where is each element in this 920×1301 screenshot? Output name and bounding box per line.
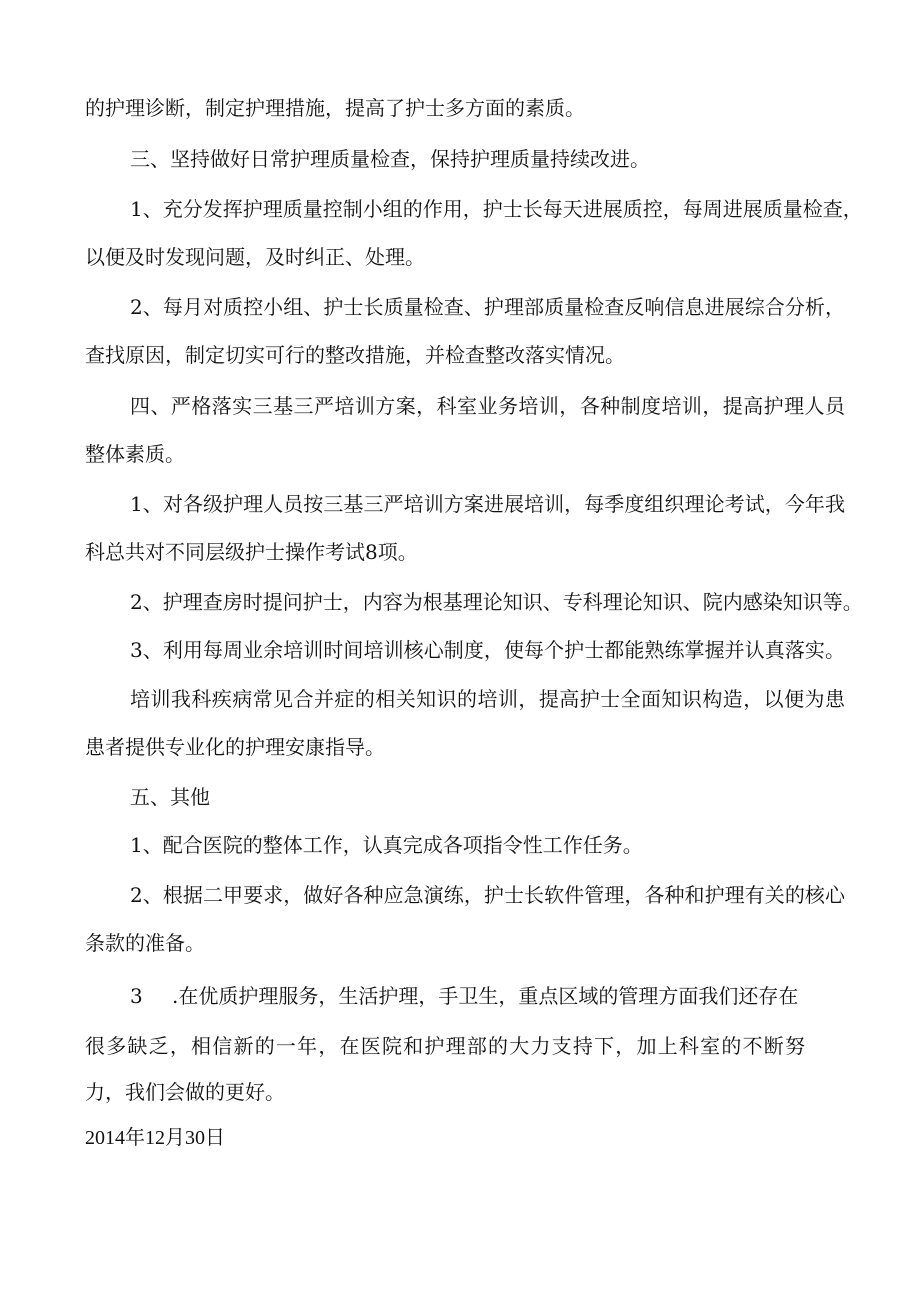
document-date: 2014年12月30日 bbox=[85, 1127, 225, 1149]
paragraph-line: 整体素质。 bbox=[85, 442, 185, 466]
item-text: .在优质护理服务，生活护理，手卫生，重点区域的管理方面我们还存在 bbox=[172, 984, 799, 1008]
section-heading-4: 四、严格落实三基三严培训方案，科室业务培训，各种制度培训，提高护理人员 bbox=[130, 394, 845, 418]
paragraph-line: 2、护理查房时提问护士，内容为根基理论知识、专科理论知识、院内感染知识等。 bbox=[130, 590, 863, 614]
paragraph-line: 以便及时发现问题，及时纠正、处理。 bbox=[85, 245, 425, 269]
paragraph-line: 的护理诊断，制定护理措施，提高了护士多方面的素质。 bbox=[85, 96, 585, 120]
paragraph-line: 力，我们会做的更好。 bbox=[85, 1080, 285, 1104]
paragraph-line: 2、每月对质控小组、护士长质量检查、护理部质量检查反响信息进展综合分析， bbox=[130, 295, 845, 319]
paragraph-line: 1、充分发挥护理质量控制小组的作用，护士长每天进展质控，每周进展质量检查， bbox=[130, 197, 863, 221]
paragraph-line: 条款的准备。 bbox=[85, 931, 205, 955]
list-number: 3 bbox=[130, 984, 143, 1008]
paragraph-line: 1、配合医院的整体工作，认真完成各项指令性工作任务。 bbox=[130, 833, 643, 857]
section-heading-5: 五、其他 bbox=[130, 785, 210, 809]
section-heading-3: 三、坚持做好日常护理质量检查，保持护理质量持续改进。 bbox=[130, 147, 650, 171]
paragraph-line: 2、根据二甲要求，做好各种应急演练，护士长软件管理，各种和护理有关的核心 bbox=[130, 883, 845, 907]
paragraph-line: 很多缺乏，相信新的一年，在医院和护理部的大力支持下，加上科室的不断努 bbox=[85, 1034, 805, 1058]
paragraph-line: 患者提供专业化的护理安康指导。 bbox=[85, 735, 385, 759]
paragraph-line: 1、对各级护理人员按三基三严培训方案进展培训，每季度组织理论考试，今年我 bbox=[130, 492, 845, 516]
paragraph-line-item-3 bbox=[130, 982, 845, 1010]
paragraph-line: 科总共对不同层级护士操作考试8项。 bbox=[85, 540, 418, 564]
paragraph-line: 查找原因，制定切实可行的整改措施，并检查整改落实情况。 bbox=[85, 343, 625, 367]
paragraph-line: 培训我科疾病常见合并症的相关知识的培训，提高护士全面知识构造，以便为患 bbox=[130, 687, 845, 711]
paragraph-line: 3、利用每周业余培训时间培训核心制度，使每个护士都能熟练掌握并认真落实。 bbox=[130, 638, 845, 662]
